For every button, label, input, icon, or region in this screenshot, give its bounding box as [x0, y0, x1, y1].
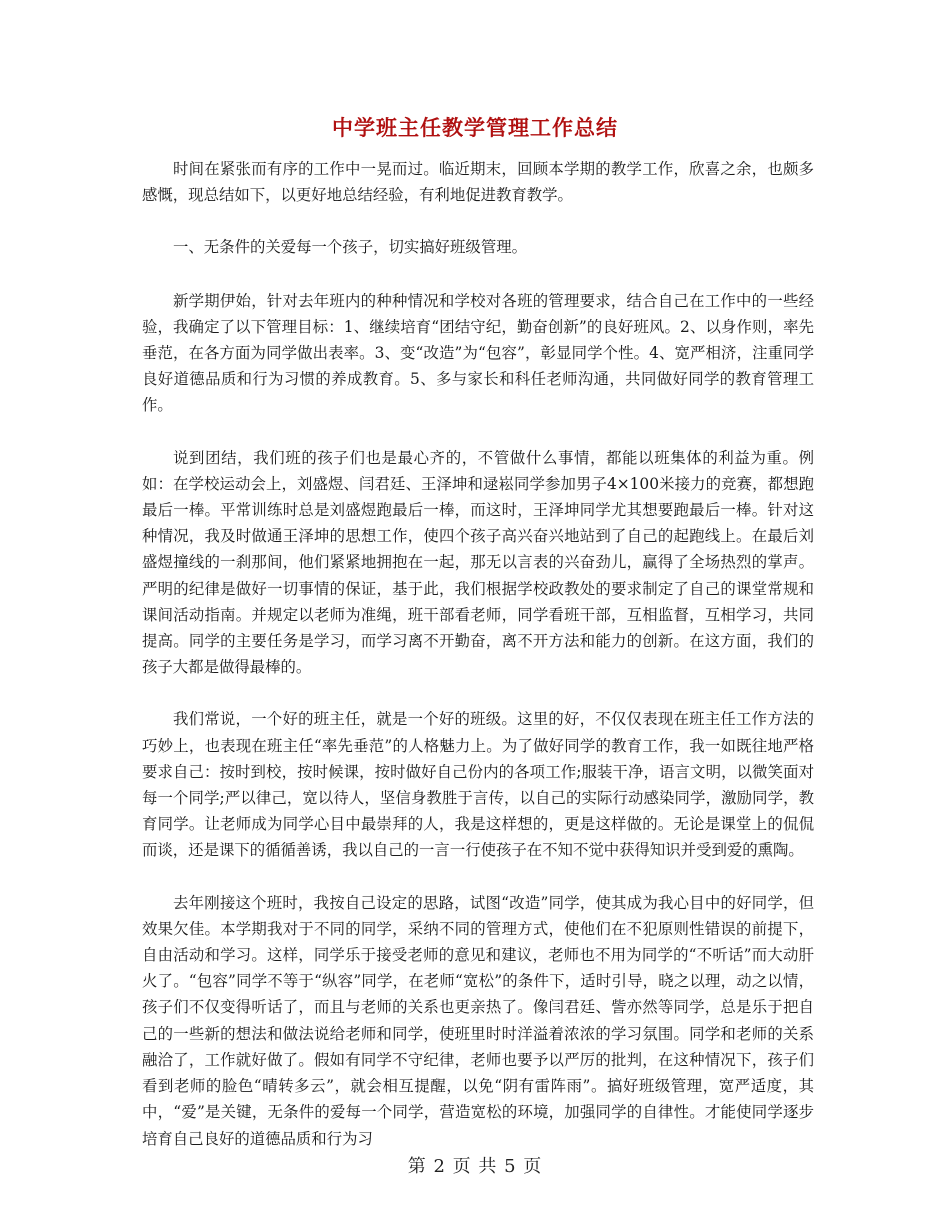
page-number [0, 1152, 950, 1178]
document-body [142, 156, 814, 1178]
paragraph-intro: 时间在紧张而有序的工作中一晃而过。临近期末，回顾本学期的教学工作，欣喜之余，也颇多感慨，现总结如下，以更好地总结经验，有利地促进教育教学。 [142, 160, 814, 205]
paragraph-unity: 说到团结，我们班的孩子们也是最心齐的，不管做什么事情，都能以班集体的利益为重。例如：在学校运动会上，刘盛煜、闫君廷、王泽坤和逯崧同学参加男子4×100米接力的竞赛，都想跑最后一棒。平常训练时总是刘盛煜跑最后一棒，而这时，王泽坤同学尤其想要跑最后一棒。针对这种情况，我及时做通王泽坤的思想工作，使四个孩子高兴奋兴地站到了自己的起跑线上。在最后刘盛煜撞线的一刹那间，他们紧紧地拥抱在一起，那无以言表的兴奋劲儿，赢得了全场热烈的掌声。严明的纪律是做好一切事情的保证，基于此，我们根据学校政教处的要求制定了自己的课堂常规和课间活动指南。并规定以老师为准绳，班干部看老师，同学看班干部，互相监督，互相学习，共同提高。同学的主要任务是学习，而学习离不开勤奋，离不开方法和能力的创新。在这方面，我们的孩子大都是做得最棒的。 [142, 448, 814, 677]
paragraph-management: 去年刚接这个班时，我按自己设定的思路，试图“改造”同学，使其成为我心目中的好同学，但效果欠佳。本学期我对于不同的同学，采纳不同的管理方式，使他们在不犯原则性错误的前提下，自由活动和学习。这样，同学乐于接受老师的意见和建议，老师也不用为同学的“不听话”而大动肝火了。“包容”同学不等于“纵容”同学，在老师“宽松”的条件下，适时引导，晓之以理，动之以情，孩子们不仅变得听话了，而且与老师的关系也更亲热了。像闫君廷、訾亦然等同学，总是乐于把自己的一些新的想法和做法说给老师和同学，使班里时时洋溢着浓浓的学习氛围。同学和老师的关系融洽了，工作就好做了。假如有同学不守纪律，老师也要予以严厉的批判，在这种情况下，孩子们看到老师的脸色“晴转多云”，就会相互提醒，以免“阴有雷阵雨”。搞好班级管理，宽严适度，其中，“爱”是关键，无条件的爱每一个同学，营造宽松的环境，加强同学的自律性。才能使同学逐步培育自己良好的道德品质和行为习 [142, 893, 814, 1148]
paragraph-role-model: 我们常说，一个好的班主任，就是一个好的班级。这里的好，不仅仅表现在班主任工作方法的巧妙上，也表现在班主任“率先垂范”的人格魅力上。为了做好同学的教育工作，我一如既往地严格要求自己：按时到校，按时候课，按时做好自己份内的各项工作;服装干净，语言文明，以微笑面对每一个同学;严以律己，宽以待人，坚信身教胜于言传，以自己的实际行动感染同学，激励同学，教育同学。让老师成为同学心目中最崇拜的人，我是这样想的，更是这样做的。无论是课堂上的侃侃而谈，还是课下的循循善诱，我以自己的一言一行使孩子在不知不觉中获得知识并受到爱的熏陶。 [142, 710, 814, 860]
section-heading: 一、无条件的关爱每一个孩子，切实搞好班级管理。 [173, 238, 527, 257]
page-number-label: 第 2 页 共 5 页 [407, 1156, 543, 1177]
document-title: 中学班主任教学管理工作总结 [332, 116, 618, 140]
paragraph-goals: 新学期伊始，针对去年班内的种种情况和学校对各班的管理要求，结合自己在工作中的一些经验，我确定了以下管理目标：1、继续培育“团结守纪，勤奋创新”的良好班风。2、以身作则，率先垂范，在各方面为同学做出表率。3、变“改造”为“包容”，彰显同学个性。4、宽严相济，注重同学良好道德品质和行为习惯的养成教育。5、多与家长和科任老师沟通，共同做好同学的教育管理工作。 [142, 291, 814, 415]
